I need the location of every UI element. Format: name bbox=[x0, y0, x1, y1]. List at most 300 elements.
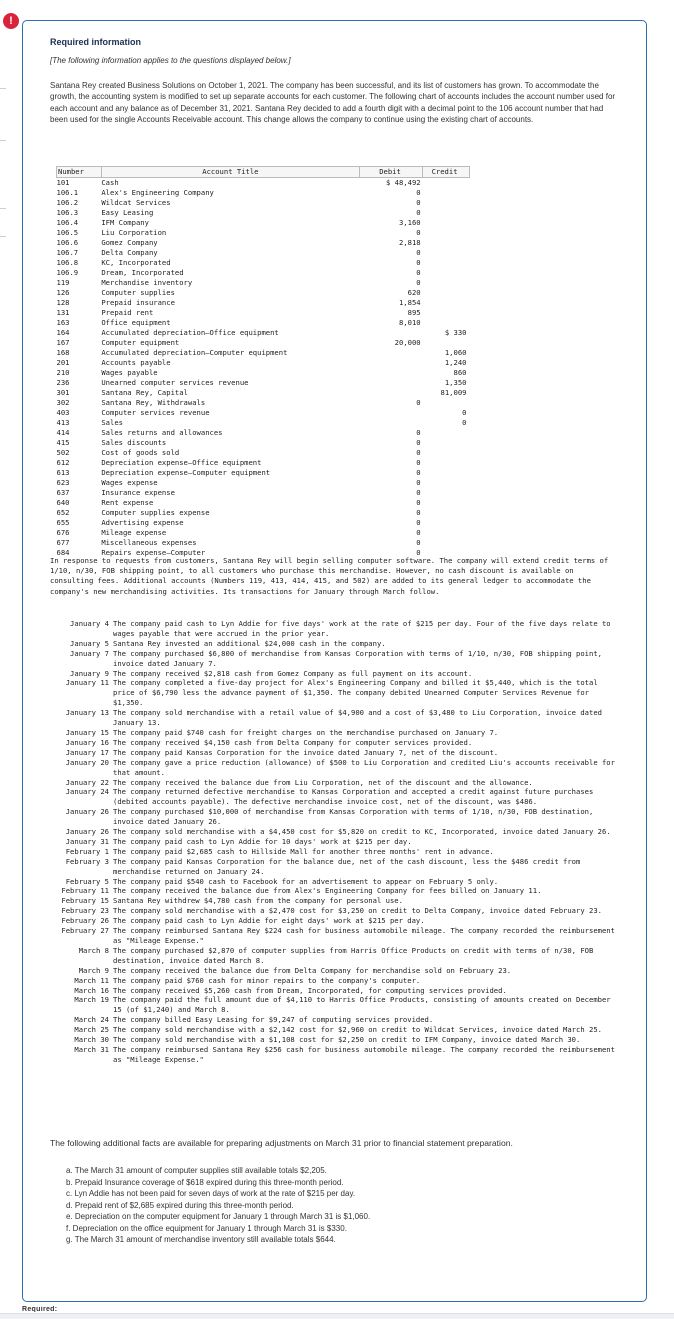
transaction-row bbox=[50, 639, 616, 649]
adjustment-item: g. The March 31 amount of merchandise inventory still available totals $644. bbox=[66, 1235, 336, 1244]
debit-amount: 0 bbox=[416, 268, 421, 277]
debit-amount: 2,818 bbox=[398, 238, 421, 247]
credit-amount bbox=[423, 208, 470, 218]
alert-icon: ! bbox=[3, 13, 19, 29]
header-debit: Debit bbox=[359, 167, 422, 178]
credit-amount bbox=[423, 228, 470, 238]
required-label: Required: bbox=[22, 1306, 58, 1312]
credit-amount bbox=[423, 268, 470, 278]
transaction-date: January 15 bbox=[65, 727, 109, 737]
account-number: 106.6 bbox=[56, 238, 79, 247]
table-row bbox=[57, 228, 470, 238]
transaction-text: The company sold merchandise with a $4,450 cost for $5,820 on credit to KC, Incorporated, invoice dated January 26. bbox=[113, 827, 611, 837]
transaction-row bbox=[50, 847, 616, 857]
transaction-row bbox=[50, 926, 616, 946]
transaction-text: The company paid Kansas Corporation for the balance due, net of the cash discount, less the $486 credit from merchandise returned on January 24. bbox=[113, 856, 581, 876]
account-number: 119 bbox=[56, 278, 70, 287]
account-title: Wildcat Services bbox=[101, 198, 171, 207]
debit-amount: 8,010 bbox=[398, 318, 421, 327]
table-row bbox=[57, 238, 470, 248]
debit-amount: 0 bbox=[416, 508, 421, 517]
credit-amount: 1,240 bbox=[444, 358, 467, 367]
transaction-date: March 9 bbox=[78, 965, 109, 975]
transaction-text: The company paid $760 cash for minor repairs to the company's computer. bbox=[113, 975, 421, 985]
table-row bbox=[57, 208, 470, 218]
account-title: Office equipment bbox=[101, 318, 171, 327]
transaction-row bbox=[50, 837, 616, 847]
debit-amount: 0 bbox=[416, 198, 421, 207]
transaction-date: January 16 bbox=[65, 737, 109, 747]
debit-amount: 0 bbox=[416, 228, 421, 237]
table-row bbox=[57, 298, 470, 308]
transaction-row bbox=[50, 1025, 616, 1035]
account-number: 163 bbox=[56, 318, 70, 327]
credit-amount bbox=[423, 488, 470, 498]
debit-amount: 0 bbox=[416, 208, 421, 217]
transaction-date: February 3 bbox=[65, 856, 109, 866]
transaction-text: The company received $5,260 cash from Dream, Incorporated, for computing services provided. bbox=[113, 985, 507, 995]
adjustments-list bbox=[66, 1165, 370, 1246]
debit-amount: 0 bbox=[416, 498, 421, 507]
table-row bbox=[57, 218, 470, 228]
credit-amount bbox=[423, 218, 470, 228]
account-number: 640 bbox=[56, 498, 70, 507]
adjustment-item: b. Prepaid Insurance coverage of $618 expired during this three-month period. bbox=[66, 1177, 344, 1187]
footer-bar bbox=[0, 1313, 674, 1319]
account-number: 106.7 bbox=[56, 248, 79, 257]
transaction-date: February 27 bbox=[61, 926, 109, 936]
adjustment-item: c. Lyn Addie has not been paid for seven days of work at the rate of $215 per day. bbox=[66, 1189, 356, 1198]
credit-amount bbox=[423, 318, 470, 328]
debit-amount bbox=[359, 348, 422, 358]
table-row bbox=[57, 248, 470, 258]
transaction-date: January 24 bbox=[65, 787, 109, 797]
account-title: Gomez Company bbox=[101, 238, 158, 247]
account-number: 302 bbox=[56, 398, 70, 407]
table-row bbox=[57, 488, 470, 498]
transaction-text: The company paid cash to Lyn Addie for 10 days' work at $215 per day. bbox=[113, 836, 412, 846]
table-row bbox=[57, 538, 470, 548]
credit-amount: 81,009 bbox=[440, 388, 467, 397]
credit-amount bbox=[423, 338, 470, 348]
account-number: 403 bbox=[56, 408, 70, 417]
transaction-row bbox=[50, 787, 616, 807]
debit-amount: 0 bbox=[416, 538, 421, 547]
account-title: Sales returns and allowances bbox=[101, 428, 223, 437]
account-title: Accumulated depreciation—Office equipment bbox=[101, 328, 279, 337]
transaction-date: March 11 bbox=[74, 975, 109, 985]
debit-amount: 0 bbox=[416, 398, 421, 407]
transaction-row bbox=[50, 1035, 616, 1045]
table-row bbox=[57, 508, 470, 518]
account-title: Wages payable bbox=[101, 368, 158, 377]
account-number: 167 bbox=[56, 338, 70, 347]
transaction-row bbox=[50, 976, 616, 986]
debit-amount: 0 bbox=[416, 448, 421, 457]
account-number: 106.9 bbox=[56, 268, 79, 277]
account-title: Easy Leasing bbox=[101, 208, 154, 217]
transaction-date: March 30 bbox=[74, 1035, 109, 1045]
transaction-date: January 5 bbox=[70, 638, 109, 648]
account-number: 168 bbox=[56, 348, 70, 357]
account-title: Advertising expense bbox=[101, 518, 184, 527]
account-title: Liu Corporation bbox=[101, 228, 167, 237]
table-row bbox=[57, 418, 470, 428]
account-title: Dream, Incorporated bbox=[101, 268, 184, 277]
account-number: 106.5 bbox=[56, 228, 79, 237]
account-number: 612 bbox=[56, 458, 70, 467]
transaction-row bbox=[50, 1015, 616, 1025]
debit-amount: 0 bbox=[416, 468, 421, 477]
transaction-date: March 19 bbox=[74, 995, 109, 1005]
transaction-text: The company sold merchandise with a $2,142 cost for $2,960 on credit to Wildcat Services, invoice dated March 25. bbox=[113, 1025, 602, 1035]
transaction-text: The company paid cash to Lyn Addie for five days' work at the rate of $215 per day. Four of the five days relate to wages payable that were accrued in the prior year. bbox=[113, 619, 611, 638]
account-title: Santana Rey, Withdrawals bbox=[101, 398, 206, 407]
credit-amount bbox=[423, 468, 470, 478]
credit-amount bbox=[423, 438, 470, 448]
credit-amount bbox=[423, 458, 470, 468]
credit-amount bbox=[423, 528, 470, 538]
transaction-row bbox=[50, 946, 616, 966]
credit-amount: 0 bbox=[462, 418, 467, 427]
transaction-date: January 31 bbox=[65, 836, 109, 846]
header-account-title: Account Title bbox=[101, 167, 359, 178]
debit-amount: 20,000 bbox=[394, 338, 421, 347]
transaction-text: The company purchased $2,870 of computer supplies from Harris Office Products on credit with terms of n/30, FOB destination, invoice dated March 8. bbox=[113, 945, 594, 965]
transaction-text: The company sold merchandise with a $2,470 cost for $3,250 on credit to Delta Company, invoice dated February 23. bbox=[113, 906, 602, 916]
debit-amount bbox=[359, 408, 422, 418]
transaction-text: Santana Rey invested an additional $24,000 cash in the company. bbox=[113, 638, 386, 648]
account-number: 164 bbox=[56, 328, 70, 337]
header-number: Number bbox=[57, 167, 102, 178]
transaction-row bbox=[50, 669, 616, 679]
section-title: Required information bbox=[50, 37, 142, 47]
transaction-row bbox=[50, 896, 616, 906]
account-title: Depreciation expense—Computer equipment bbox=[101, 468, 271, 477]
table-row bbox=[57, 288, 470, 298]
account-title: Delta Company bbox=[101, 248, 158, 257]
table-row bbox=[57, 408, 470, 418]
transaction-text: The company received the balance due from Alex's Engineering Company for fees billed on January 11. bbox=[113, 886, 542, 896]
account-number: 676 bbox=[56, 528, 70, 537]
debit-amount: 1,854 bbox=[398, 298, 421, 307]
transaction-text: The company sold merchandise with a retail value of $4,900 and a cost of $3,480 to Liu Corporation, invoice dated January 13. bbox=[113, 708, 602, 728]
credit-amount bbox=[423, 178, 470, 189]
account-title: Computer services revenue bbox=[101, 408, 210, 417]
intro-paragraph: Santana Rey created Business Solutions on October 1, 2021. The company has been successful, and its list of customers has grown. To accommodate the growth, the accounting system is modified to set up separate accounts for each customer. The following chart of accounts includes the account number used for each account and any balance as of December 31, 2021. Santana Rey decided to add a fourth digit with a decimal point to the 106 account number that had been used for the single Accounts Receivable account. This change allows the company to continue using the existing chart of accounts. bbox=[50, 81, 616, 125]
credit-amount bbox=[423, 398, 470, 408]
transaction-row bbox=[50, 728, 616, 738]
debit-amount: 0 bbox=[416, 438, 421, 447]
additional-facts-intro: The following additional facts are available for preparing adjustments on March 31 prior to financial statement preparation. bbox=[50, 1138, 513, 1148]
debit-amount: 0 bbox=[416, 428, 421, 437]
credit-amount bbox=[423, 518, 470, 528]
transaction-date: January 17 bbox=[65, 747, 109, 757]
account-title: Mileage expense bbox=[101, 528, 167, 537]
transaction-row bbox=[50, 758, 616, 778]
transaction-text: The company received the balance due from Delta Company for merchandise sold on February 23. bbox=[113, 965, 512, 975]
credit-amount bbox=[423, 198, 470, 208]
account-number: 201 bbox=[56, 358, 70, 367]
debit-amount bbox=[359, 358, 422, 368]
transaction-row bbox=[50, 708, 616, 728]
table-row bbox=[57, 308, 470, 318]
account-title: Alex's Engineering Company bbox=[101, 188, 214, 197]
transaction-row bbox=[50, 649, 616, 669]
account-title: Sales discounts bbox=[101, 438, 167, 447]
transaction-text: The company received $4,150 cash from Delta Company for computer services provided. bbox=[113, 737, 473, 747]
account-title: IFM Company bbox=[101, 218, 149, 227]
account-number: 106.8 bbox=[56, 258, 79, 267]
account-title: Cash bbox=[101, 178, 119, 187]
debit-amount: 0 bbox=[416, 548, 421, 557]
debit-amount bbox=[359, 418, 422, 428]
table-row bbox=[57, 518, 470, 528]
adjustment-item: e. Depreciation on the computer equipment for January 1 through March 31 is $1,060. bbox=[66, 1212, 371, 1221]
transaction-date: March 16 bbox=[74, 985, 109, 995]
transaction-text: The company received $2,818 cash from Gomez Company as full payment on its account. bbox=[113, 668, 473, 678]
account-number: 301 bbox=[56, 388, 70, 397]
table-row bbox=[57, 188, 470, 198]
debit-amount: 0 bbox=[416, 478, 421, 487]
account-title: Prepaid insurance bbox=[101, 298, 175, 307]
account-title: Depreciation expense—Office equipment bbox=[101, 458, 262, 467]
header-credit: Credit bbox=[423, 167, 470, 178]
debit-amount: 0 bbox=[416, 188, 421, 197]
credit-amount bbox=[423, 428, 470, 438]
debit-amount: 0 bbox=[416, 518, 421, 527]
account-number: 415 bbox=[56, 438, 70, 447]
transaction-date: March 24 bbox=[74, 1015, 109, 1025]
account-title: Cost of goods sold bbox=[101, 448, 180, 457]
transaction-date: March 25 bbox=[74, 1025, 109, 1035]
account-number: 210 bbox=[56, 368, 70, 377]
table-row bbox=[57, 328, 470, 338]
account-number: 677 bbox=[56, 538, 70, 547]
credit-amount bbox=[423, 478, 470, 488]
table-row bbox=[57, 528, 470, 538]
account-number: 652 bbox=[56, 508, 70, 517]
account-title: KC, Incorporated bbox=[101, 258, 171, 267]
transaction-row bbox=[50, 916, 616, 926]
debit-amount: 895 bbox=[407, 308, 421, 317]
transaction-text: The company billed Easy Leasing for $9,247 of computing services provided. bbox=[113, 1015, 434, 1025]
debit-amount: $ 48,492 bbox=[386, 178, 421, 187]
credit-amount bbox=[423, 188, 470, 198]
transaction-date: January 4 bbox=[70, 619, 109, 628]
account-number: 623 bbox=[56, 478, 70, 487]
transaction-date: January 7 bbox=[70, 648, 109, 658]
credit-amount bbox=[423, 308, 470, 318]
account-number: 236 bbox=[56, 378, 70, 387]
debit-amount bbox=[359, 328, 422, 338]
account-number: 101 bbox=[56, 178, 70, 187]
debit-amount bbox=[359, 378, 422, 388]
credit-amount bbox=[423, 298, 470, 308]
account-number: 128 bbox=[56, 298, 70, 307]
transaction-date: January 20 bbox=[65, 757, 109, 767]
account-title: Insurance expense bbox=[101, 488, 175, 497]
table-header-row bbox=[57, 167, 470, 178]
debit-amount: 3,160 bbox=[398, 218, 421, 227]
table-row bbox=[57, 468, 470, 478]
transaction-date: March 8 bbox=[78, 945, 109, 955]
account-number: 106.3 bbox=[56, 208, 79, 217]
debit-amount: 0 bbox=[416, 528, 421, 537]
account-title: Computer equipment bbox=[101, 338, 180, 347]
table-row bbox=[57, 448, 470, 458]
account-number: 126 bbox=[56, 288, 70, 297]
table-row bbox=[57, 378, 470, 388]
credit-amount bbox=[423, 538, 470, 548]
credit-amount bbox=[423, 448, 470, 458]
section-subtitle: [The following information applies to the questions displayed below.] bbox=[50, 56, 291, 65]
account-title: Computer supplies bbox=[101, 288, 175, 297]
transaction-row bbox=[50, 966, 616, 976]
debit-amount bbox=[359, 388, 422, 398]
table-row bbox=[57, 198, 470, 208]
transaction-row bbox=[50, 807, 616, 827]
transaction-row bbox=[50, 995, 616, 1015]
credit-amount: 1,350 bbox=[444, 378, 467, 387]
debit-amount bbox=[359, 368, 422, 378]
account-title: Accounts payable bbox=[101, 358, 171, 367]
adjustment-item: d. Prepaid rent of $2,685 expired during this three-month period. bbox=[66, 1200, 294, 1210]
transaction-date: February 1 bbox=[65, 846, 109, 856]
debit-amount: 0 bbox=[416, 488, 421, 497]
transaction-text: The company paid Kansas Corporation for the invoice dated January 7, net of the discount. bbox=[113, 747, 499, 757]
table-row bbox=[57, 368, 470, 378]
transaction-text: Santana Rey withdrew $4,780 cash from the company for personal use. bbox=[113, 896, 403, 906]
account-title: Merchandise inventory bbox=[101, 278, 193, 287]
transaction-date: February 23 bbox=[61, 906, 109, 916]
credit-amount: $ 330 bbox=[444, 328, 467, 337]
debit-amount: 0 bbox=[416, 458, 421, 467]
account-number: 106.2 bbox=[56, 198, 79, 207]
table-row bbox=[57, 458, 470, 468]
adjustment-item: f. Depreciation on the office equipment for January 1 through March 31 is $330. bbox=[66, 1223, 347, 1233]
account-number: 106.1 bbox=[56, 188, 79, 197]
debit-amount: 0 bbox=[416, 278, 421, 287]
transaction-text: The company paid $740 cash for freight charges on the merchandise purchased on January 7. bbox=[113, 727, 499, 737]
credit-amount: 0 bbox=[462, 408, 467, 417]
credit-amount bbox=[423, 288, 470, 298]
credit-amount bbox=[423, 278, 470, 288]
account-number: 131 bbox=[56, 308, 70, 317]
account-title: Wages expense bbox=[101, 478, 158, 487]
transaction-row bbox=[50, 738, 616, 748]
debit-amount: 0 bbox=[416, 248, 421, 257]
transaction-date: January 26 bbox=[65, 827, 109, 837]
transaction-date: February 26 bbox=[61, 916, 109, 926]
transaction-text: The company purchased $6,800 of merchandise from Kansas Corporation with terms of 1/10, n/30, FOB shipping point, invoice dated January 7. bbox=[113, 648, 602, 668]
account-number: 502 bbox=[56, 448, 70, 457]
transaction-row bbox=[50, 886, 616, 896]
transaction-text: The company reimbursed Santana Rey $256 cash for business automobile mileage. The company recorded the reimbursement as "Mileage Expense." bbox=[113, 1044, 615, 1064]
transaction-row bbox=[50, 857, 616, 877]
table-row bbox=[57, 478, 470, 488]
transaction-text: The company paid $540 cash to Facebook for an advertisement to appear on February 5 only. bbox=[113, 876, 499, 886]
transaction-row bbox=[50, 778, 616, 788]
table-row bbox=[57, 428, 470, 438]
transaction-date: February 11 bbox=[61, 886, 109, 896]
credit-amount: 860 bbox=[453, 368, 467, 377]
account-title: Sales bbox=[101, 418, 123, 427]
table-row bbox=[57, 278, 470, 288]
debit-amount: 0 bbox=[416, 258, 421, 267]
transaction-date: January 22 bbox=[65, 777, 109, 787]
account-number: 106.4 bbox=[56, 218, 79, 227]
transaction-row bbox=[50, 877, 616, 887]
account-title: Unearned computer services revenue bbox=[101, 378, 249, 387]
table-row bbox=[57, 388, 470, 398]
table-row bbox=[57, 358, 470, 368]
account-number: 613 bbox=[56, 468, 70, 477]
transaction-row bbox=[50, 986, 616, 996]
transaction-date: February 15 bbox=[61, 896, 109, 906]
credit-amount bbox=[423, 498, 470, 508]
transaction-text: The company completed a five-day project for Alex's Engineering Company and billed it $5,440, which is the total price of $6,790 less the advance payment of $1,350. The company debited Unearned Computer Services Revenue for $1,350. bbox=[113, 678, 598, 708]
account-number: 655 bbox=[56, 518, 70, 527]
account-title: Prepaid rent bbox=[101, 308, 154, 317]
transaction-text: The company returned defective merchandise to Kansas Corporation and accepted a credit against future purchases (debited accounts payable). The defective merchandise invoice cost, net of the discount, was $486. bbox=[113, 787, 594, 807]
credit-amount bbox=[423, 508, 470, 518]
table-row bbox=[57, 348, 470, 358]
transaction-row bbox=[50, 827, 616, 837]
table-row bbox=[57, 438, 470, 448]
transaction-date: January 26 bbox=[65, 807, 109, 817]
transaction-text: The company paid $2,685 cash to Hillside Mall for another three months' rent in advance. bbox=[113, 846, 494, 856]
account-number: 414 bbox=[56, 428, 70, 437]
account-title: Santana Rey, Capital bbox=[101, 388, 188, 397]
transaction-date: March 31 bbox=[74, 1044, 109, 1054]
transaction-row bbox=[50, 678, 616, 708]
transactions-table bbox=[50, 619, 616, 1065]
transaction-text: The company paid cash to Lyn Addie for eight days' work at $215 per day. bbox=[113, 916, 425, 926]
left-edge-rules bbox=[0, 0, 8, 1318]
table-row bbox=[57, 338, 470, 348]
credit-amount: 1,060 bbox=[444, 348, 467, 357]
transaction-text: The company sold merchandise with a $1,108 cost for $2,250 on credit to IFM Company, invoice dated March 30. bbox=[113, 1035, 581, 1045]
credit-amount bbox=[423, 248, 470, 258]
table-row bbox=[57, 258, 470, 268]
account-number: 637 bbox=[56, 488, 70, 497]
transaction-date: February 5 bbox=[65, 876, 109, 886]
transaction-text: The company gave a price reduction (allowance) of $500 to Liu Corporation and credited Liu's accounts receivable for that amount. bbox=[113, 757, 615, 777]
table-row bbox=[57, 268, 470, 278]
chart-of-accounts-table bbox=[56, 166, 470, 558]
credit-amount bbox=[423, 238, 470, 248]
account-title: Repairs expense—Computer bbox=[101, 548, 206, 557]
debit-amount: 620 bbox=[407, 288, 421, 297]
transaction-row bbox=[50, 906, 616, 916]
transaction-date: January 11 bbox=[65, 678, 109, 688]
adjustment-item: a. The March 31 amount of computer supplies still available totals $2,205. bbox=[66, 1166, 327, 1175]
account-number: 684 bbox=[56, 548, 70, 557]
table-row bbox=[57, 498, 470, 508]
account-title: Accumulated depreciation—Computer equipment bbox=[101, 348, 288, 357]
account-title: Rent expense bbox=[101, 498, 154, 507]
account-number: 413 bbox=[56, 418, 70, 427]
table-row bbox=[57, 318, 470, 328]
table-row bbox=[57, 398, 470, 408]
transaction-text: The company received the balance due from Liu Corporation, net of the discount and the allowance. bbox=[113, 777, 533, 787]
transaction-row bbox=[50, 1045, 616, 1065]
transaction-text: The company purchased $10,000 of merchandise from Kansas Corporation with terms of 1/10, n/30, FOB destination, invoice dated January 26. bbox=[113, 807, 594, 827]
transaction-date: January 13 bbox=[65, 708, 109, 718]
credit-amount bbox=[423, 258, 470, 268]
transaction-row bbox=[50, 619, 616, 639]
